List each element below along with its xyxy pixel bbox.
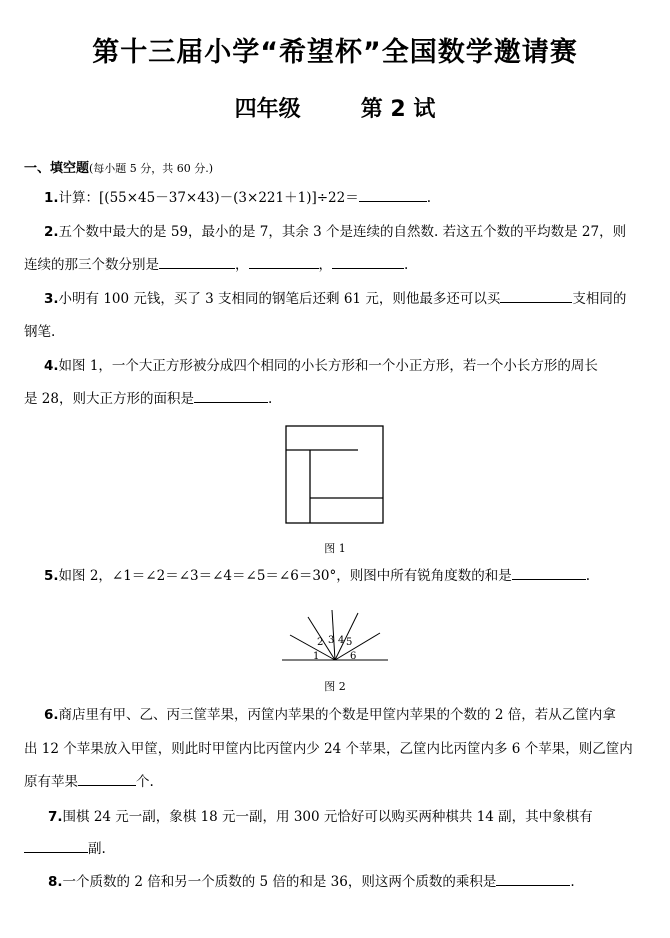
question-1 [44, 189, 431, 207]
q8-end: . [570, 874, 575, 890]
question-6-line-2 [24, 740, 633, 758]
q2-end: . [404, 257, 409, 273]
q5-text: 如图 2，∠1＝∠2＝∠3＝∠4＝∠5＝∠6＝30°，则图中所有锐角度数的和是 [58, 568, 512, 584]
q4-answer-blank[interactable] [194, 390, 268, 403]
q5-answer-blank[interactable] [512, 567, 586, 580]
q7-answer-blank[interactable] [24, 840, 88, 853]
q2-text-1: 五个数中最大的是 59，最小的是 7，其余 3 个是连续的自然数. 若这五个数的平均数是 27，则 [58, 224, 627, 240]
question-3-line-1 [44, 290, 626, 308]
section-name: 一、填空题 [24, 161, 90, 176]
q3-number: 3. [44, 291, 59, 307]
q6-text-4: 个. [136, 774, 154, 790]
angle-label-3: 3 [328, 635, 335, 646]
q2-sep-1: ， [235, 257, 249, 273]
big-square [286, 426, 383, 523]
angle-label-6: 6 [350, 651, 357, 662]
question-7-line-2 [24, 840, 106, 858]
q3-text-1: 小明有 100 元钱，买了 3 支相同的钢笔后还剩 61 元，则他最多还可以买 [58, 291, 501, 307]
q6-answer-blank[interactable] [78, 773, 136, 786]
q3-answer-blank[interactable] [500, 290, 572, 303]
q5-end: . [585, 568, 591, 584]
question-8 [48, 873, 575, 891]
figure-1-caption: 图 1 [324, 542, 346, 555]
q7-text-2: 副. [88, 841, 106, 857]
q1-end: . [426, 190, 432, 206]
question-6-line-3 [24, 773, 154, 791]
page-title: 第十三届小学“希望杯”全国数学邀请赛 [92, 37, 578, 68]
angle-label-2: 2 [317, 637, 324, 648]
q2-answer-blank-3[interactable] [332, 256, 404, 269]
question-5 [44, 567, 590, 585]
section-heading [24, 157, 213, 176]
figure-1-squares [285, 425, 385, 525]
q6-number: 6. [44, 707, 59, 723]
q2-text-2: 连续的那三个数分别是 [24, 257, 159, 273]
figure-2-caption: 图 2 [324, 680, 346, 693]
q5-number: 5. [44, 568, 59, 584]
q4-text-1: 如图 1，一个大正方形被分成四个相同的小长方形和一个小正方形，若一个小长方形的周长 [58, 358, 598, 374]
q8-answer-blank[interactable] [496, 873, 570, 886]
q2-answer-blank-2[interactable] [249, 256, 319, 269]
q4-number: 4. [44, 358, 59, 374]
question-2-line-1 [44, 223, 626, 241]
q3-text-3: 钢笔. [24, 324, 56, 340]
q4-end: . [267, 391, 273, 407]
q2-answer-blank-1[interactable] [159, 256, 235, 269]
q1-number: 1. [44, 190, 59, 206]
q7-number: 7. [48, 809, 63, 825]
question-6-line-1 [44, 706, 616, 724]
q2-sep-2: ， [318, 257, 332, 273]
q6-text-2: 出 12 个苹果放入甲筐，则此时甲筐内比丙筐内少 24 个苹果，乙筐内比丙筐内多 6 个苹果，则乙筐内 [24, 741, 633, 757]
q3-text-2: 支相同的 [572, 291, 627, 307]
q1-text: 计算：[(55×45－37×43)－(3×221＋1)]÷22＝ [58, 190, 359, 206]
figure-2-angles [280, 605, 390, 665]
q1-answer-blank[interactable] [359, 189, 427, 202]
q6-text-3: 原有苹果 [24, 774, 78, 790]
q4-text-2: 是 28，则大正方形的面积是 [24, 391, 194, 407]
angle-label-4: 4 [338, 635, 345, 646]
q8-text: 一个质数的 2 倍和另一个质数的 5 倍的和是 36，则这两个质数的乘积是 [62, 874, 497, 890]
q7-text-1: 围棋 24 元一副，象棋 18 元一副，用 300 元恰好可以购买两种棋共 14 副，其中象棋有 [62, 809, 593, 825]
q2-number: 2. [44, 224, 59, 240]
angle-label-5: 5 [346, 637, 353, 648]
angle-label-1: 1 [313, 651, 320, 662]
q8-number: 8. [48, 874, 63, 890]
question-3-line-2 [24, 323, 55, 341]
question-2-line-2 [24, 256, 408, 274]
q6-text-1: 商店里有甲、乙、丙三筐苹果，丙筐内苹果的个数是甲筐内苹果的个数的 2 倍，若从乙筐内拿 [58, 707, 616, 723]
section-note: (每小题 5 分，共 60 分.) [89, 162, 214, 175]
question-4-line-2 [24, 390, 272, 408]
round-label: 第 2 试 [360, 97, 436, 122]
question-7-line-1 [48, 808, 593, 826]
grade-label: 四年级 [234, 97, 301, 122]
page-subtitle [0, 92, 670, 123]
question-4-line-1 [44, 357, 598, 375]
